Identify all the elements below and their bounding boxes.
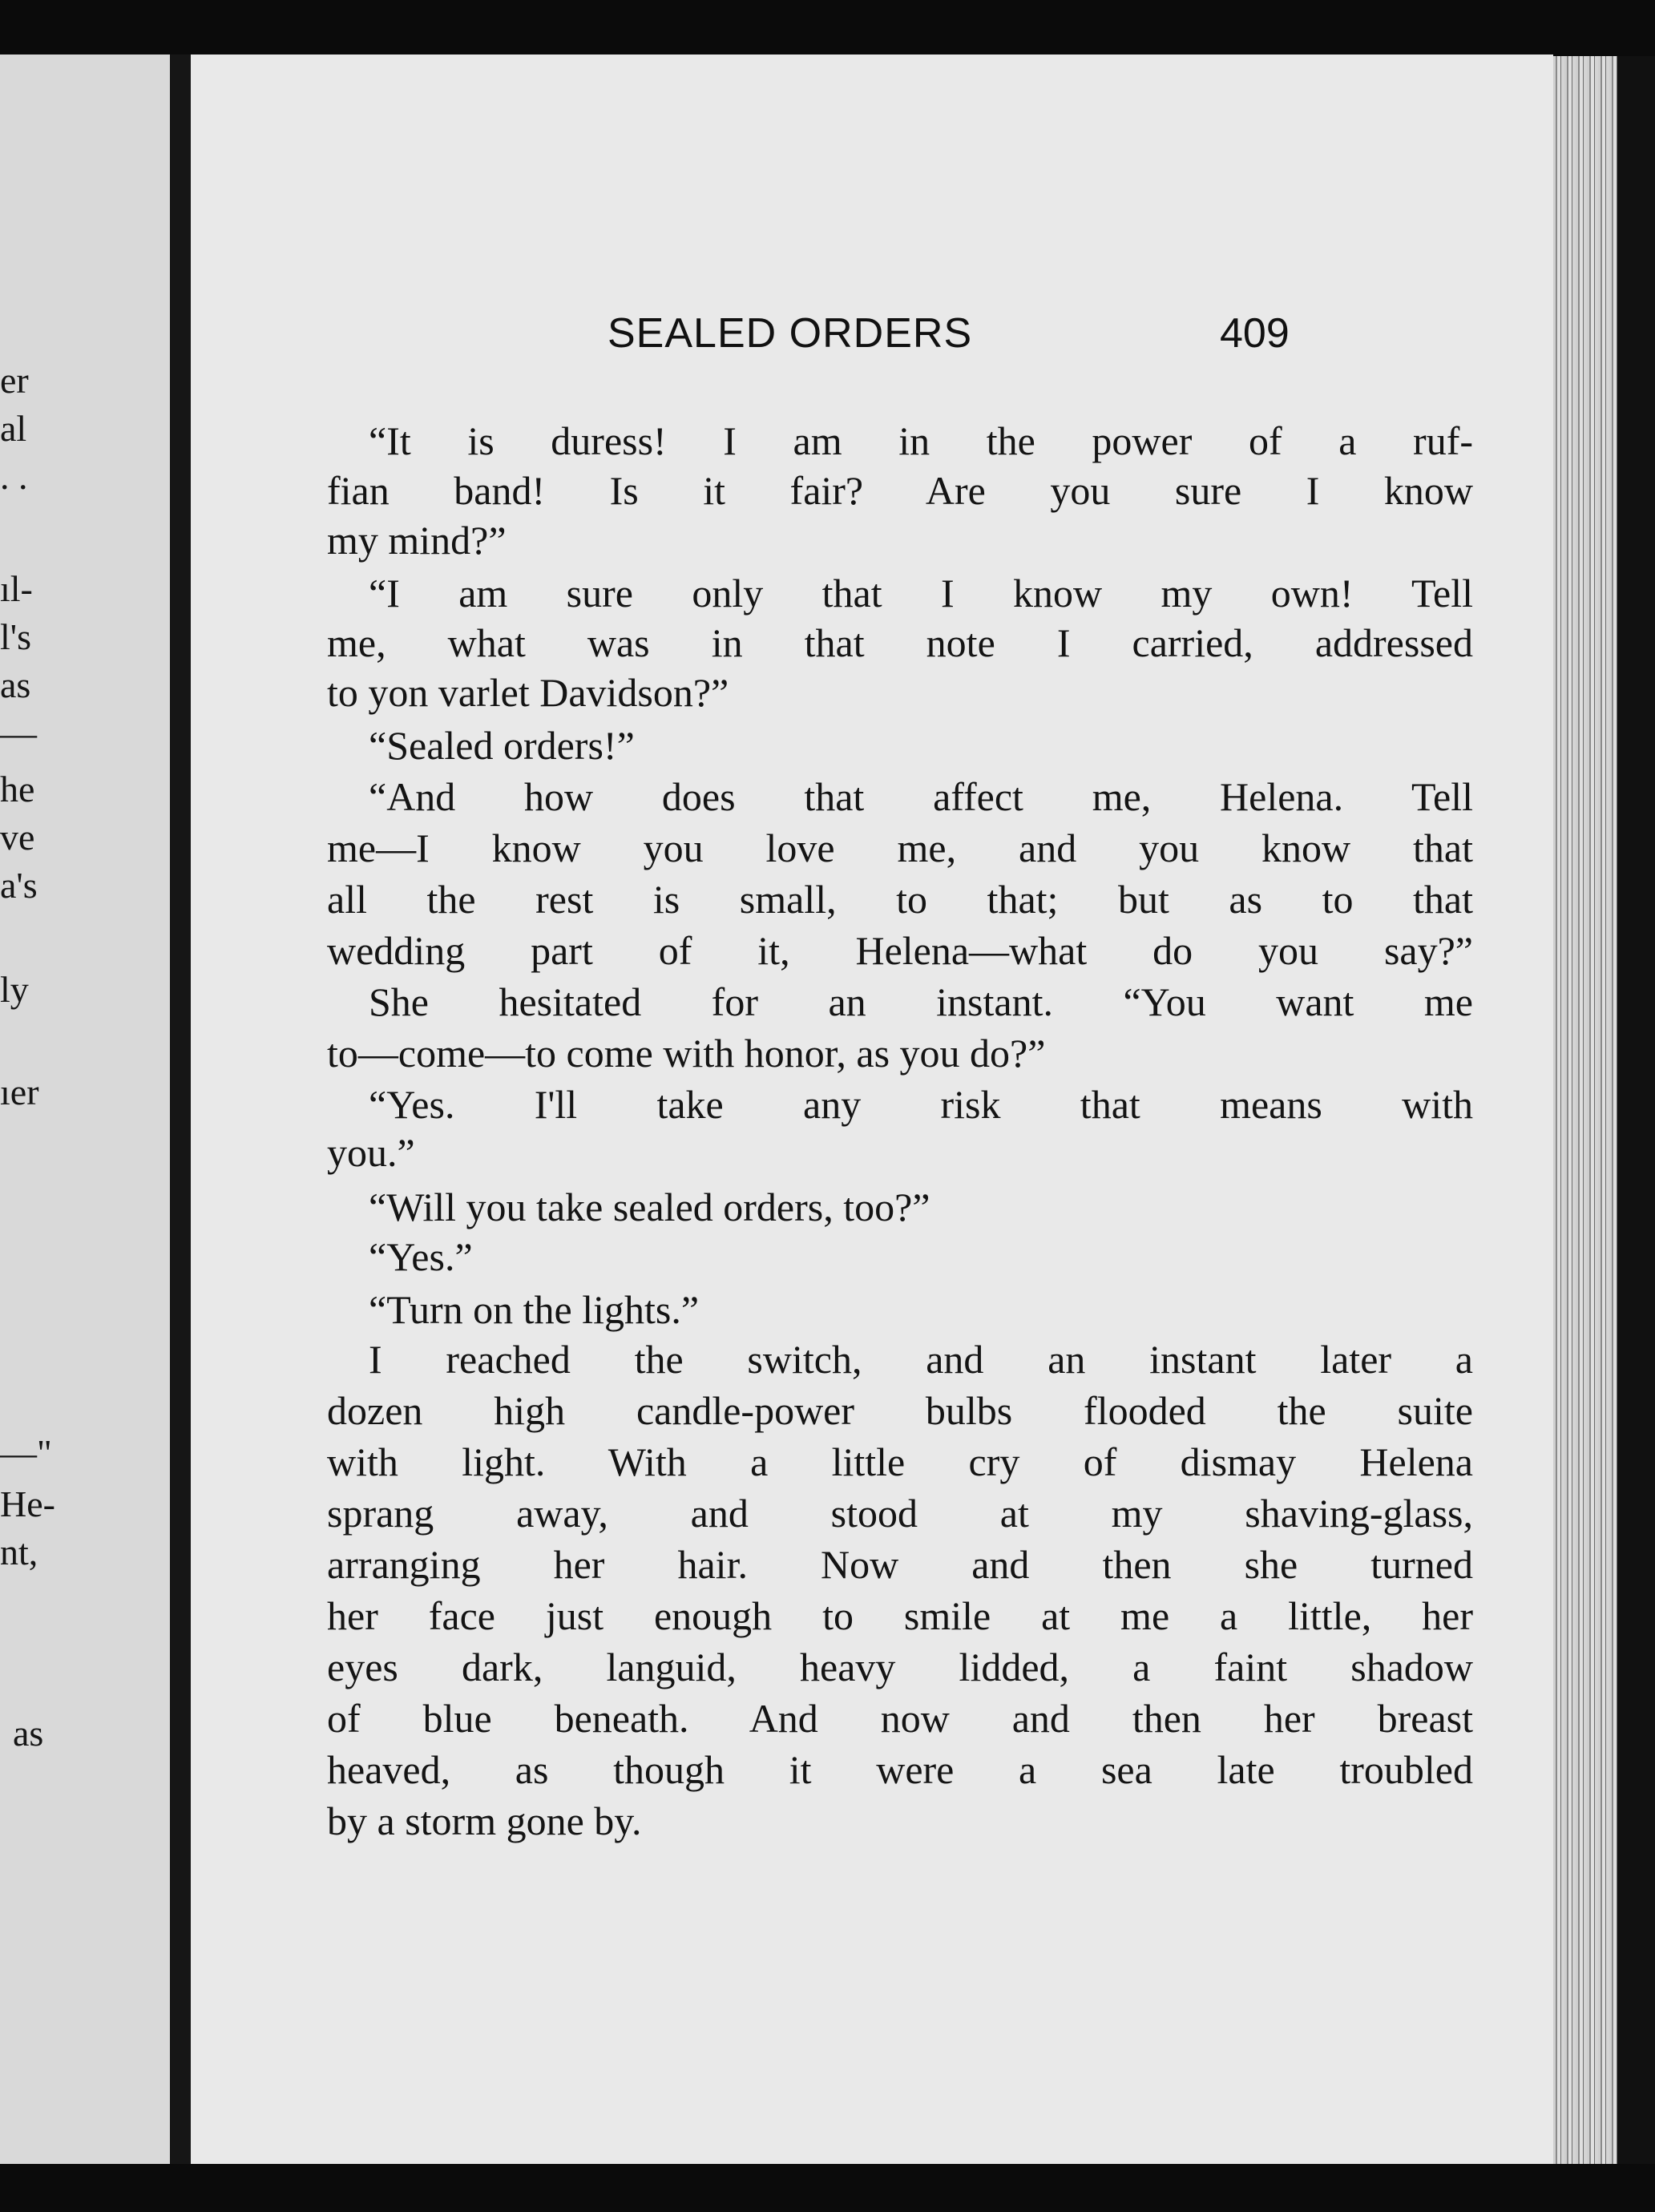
text-line: arranging her hair. Now and then she turned (327, 1542, 1473, 1587)
facing-page-text: as (13, 1713, 44, 1754)
text-line: you.” (327, 1130, 415, 1175)
facing-page-text: —" (0, 1432, 52, 1473)
text-line: to—come—to come with honor, as you do?” (327, 1031, 1046, 1076)
facing-page-fragment (0, 54, 170, 2164)
scan-right-border (1617, 56, 1655, 2164)
running-head (191, 309, 1553, 357)
running-title: SEALED ORDERS (608, 310, 973, 357)
text-line: me—I know you love me, and you know that (327, 825, 1473, 870)
text-line: heaved, as though it were a sea late troubled (327, 1747, 1473, 1792)
text-line: I reached the switch, and an instant later a (369, 1337, 1473, 1382)
text-line: by a storm gone by. (327, 1798, 642, 1843)
text-line: “And how does that affect me, Helena. Tell (369, 774, 1473, 819)
facing-page-text: He- (0, 1483, 55, 1524)
scan-bottom-border (0, 2164, 1655, 2212)
facing-page-text: l's (0, 616, 31, 657)
text-line: her face just enough to smile at me a little, her (327, 1593, 1473, 1638)
text-line: She hesitated for an instant. “You want me (369, 979, 1473, 1024)
facing-page-text: ly (0, 969, 29, 1010)
text-line: dozen high candle-power bulbs flooded the suite (327, 1388, 1473, 1433)
page-number: 409 (1220, 310, 1290, 357)
text-line: “I am sure only that I know my own! Tell (369, 571, 1473, 616)
text-line: “It is duress! I am in the power of a ruf- (369, 418, 1473, 463)
text-line: my mind?” (327, 518, 507, 563)
scan-top-border (0, 0, 1655, 58)
text-line: “Yes. I'll take any risk that means with (369, 1082, 1473, 1127)
facing-page-text: al (0, 408, 27, 449)
book-gutter (170, 54, 191, 2164)
text-line: “Sealed orders!” (369, 723, 635, 768)
facing-page-text: as (0, 664, 31, 705)
text-line: eyes dark, languid, heavy lidded, a faint shadow (327, 1645, 1473, 1689)
facing-page-text: — (0, 712, 37, 753)
text-line: me, what was in that note I carried, addressed (327, 620, 1473, 665)
book-page (191, 54, 1553, 2164)
text-line: sprang away, and stood at my shaving-glass, (327, 1491, 1473, 1536)
text-line: “Yes.” (369, 1234, 473, 1279)
text-line: to yon varlet Davidson?” (327, 670, 729, 715)
facing-page-text: ıer (0, 1072, 39, 1112)
facing-page-text: he (0, 769, 35, 809)
facing-page-text: nt, (0, 1532, 38, 1572)
text-line: “Will you take sealed orders, too?” (369, 1185, 930, 1229)
facing-page-text: . . (0, 456, 28, 497)
facing-page-text: a's (0, 865, 38, 906)
text-line: of blue beneath. And now and then her breast (327, 1696, 1473, 1741)
text-line: wedding part of it, Helena—what do you say?” (327, 928, 1473, 973)
text-line: fian band! Is it fair? Are you sure I know (327, 468, 1473, 513)
text-line: “Turn on the lights.” (369, 1287, 700, 1332)
facing-page-text: ıl- (0, 568, 33, 609)
text-line: with light. With a little cry of dismay Helena (327, 1439, 1473, 1484)
facing-page-text: er (0, 360, 29, 401)
text-line: all the rest is small, to that; but as to that (327, 877, 1473, 922)
page-edges (1553, 56, 1617, 2164)
facing-page-text: ve (0, 817, 35, 858)
